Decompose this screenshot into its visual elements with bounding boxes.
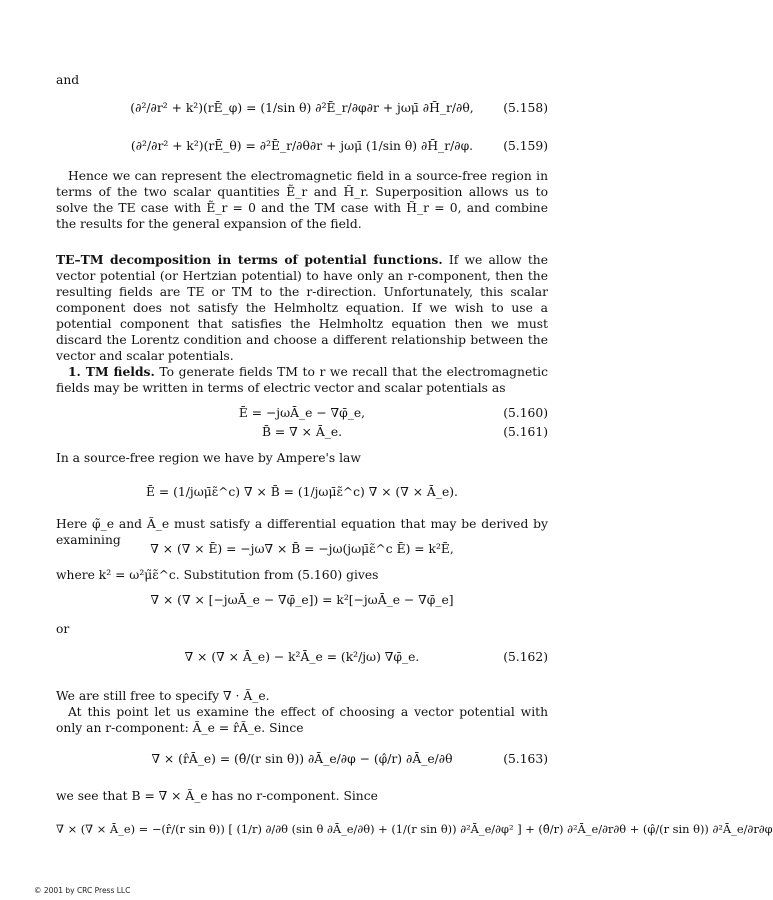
equation-curl-curl-e xyxy=(56,541,548,561)
equation-text: ∇ × (r̂Ā_e) = (θ̂/(r sin θ)) ∂Ā_e/∂φ − (φ̂/r) ∂Ā_e/∂θ xyxy=(151,752,453,766)
equation-text: (∂²/∂r² + k²)(rĒ_θ) = ∂²Ē_r/∂θ∂r + jωμ̄ (1/sin θ) ∂H̄_r/∂φ. xyxy=(130,139,474,153)
equation-text: ∇ × (∇ × [−jωĀ_e − ∇φ̄_e]) = k²[−jωĀ_e − ∇φ̄_e] xyxy=(150,593,454,607)
equation-substitution xyxy=(56,592,548,612)
equation-number: (5.160) xyxy=(503,406,548,420)
tm-heading: 1. TM fields. xyxy=(68,364,155,379)
equation-number: (5.162) xyxy=(503,650,548,664)
equation-number: (5.159) xyxy=(503,139,548,153)
free-text: We are still free to specify ∇ · Ã_e. xyxy=(56,689,270,703)
equation-text: (∂²/∂r² + k²)(rĒ_φ) = (1/sin θ) ∂²Ē_r/∂φ∂r + jωμ̄ ∂H̄_r/∂θ, xyxy=(130,101,474,115)
section-text: If we allow the vector potential (or Hertzian potential) to have only an r-component, then the resulting fields are TE or TM to the r-direction. Unfortunately, this scalar component does not satisfy the Helmholtz equation. If we wish to use a potential component that satisfies the Helmholtz equation then we must discard the Lorentz condition and choose a different relationship between the vector and scalar potentials. xyxy=(56,253,548,363)
equation-text: ∇ × (∇ × Ē) = −jω∇ × B̄ = −jω(jωμ̄ε̃^c Ē) = k²Ē, xyxy=(150,542,454,556)
tm-text: To generate fields TM to r we recall that the electromagnetic fields may be written in terms of electric vector and scalar potentials as xyxy=(56,365,548,395)
equation-text: ∇ × (∇ × Ā_e) − k²Ā_e = (k²/jω) ∇φ̄_e. xyxy=(184,650,420,664)
equation-5-163 xyxy=(56,751,548,771)
equation-5-161 xyxy=(56,424,548,444)
intro-word: and xyxy=(56,73,80,87)
equation-5-158 xyxy=(56,100,548,120)
equation-text: B̄ = ∇ × Ā_e. xyxy=(261,425,343,439)
where-text: where k² = ω²μ̃ε̃^c. Substitution from (5.160) gives xyxy=(56,568,379,582)
equation-text: ∇ × (∇ × Ā_e) = −(r̂/(r sin θ)) [ (1/r) ∂/∂θ (sin θ ∂Ā_e/∂θ) + (1/(r sin θ)) ∂²Ā_e/∂φ² ] + (θ̂/r) ∂²Ā_e/∂r∂θ + (φ̂/(r sin θ)) ∂²Ā_e/∂r∂φ xyxy=(56,822,773,836)
ampere-text: In a source-free region we have by Ampere's law xyxy=(56,451,361,465)
tm-paragraph xyxy=(56,364,548,396)
equation-text: Ē = −jωĀ_e − ∇φ̄_e, xyxy=(238,406,366,420)
equation-number: (5.161) xyxy=(503,425,548,439)
section-heading: TE–TM decomposition in terms of potential functions. xyxy=(56,252,443,267)
equation-number: (5.158) xyxy=(503,101,548,115)
equation-ampere xyxy=(56,484,548,504)
or-text: or xyxy=(56,622,70,636)
point-text: At this point let us examine the effect of choosing a vector potential with only an r-component: Ã_e = r̂Ã_e. Since xyxy=(56,705,548,735)
copyright-footer: © 2001 by CRC Press LLC xyxy=(34,886,131,895)
section-paragraph xyxy=(56,252,548,364)
equation-5-162 xyxy=(56,649,548,669)
equation-5-160 xyxy=(56,405,548,425)
see-text: we see that B = ∇ × Ã_e has no r-component. Since xyxy=(56,789,378,803)
equation-number: (5.163) xyxy=(503,752,548,766)
equation-curl-curl-a xyxy=(56,821,773,841)
equation-5-159 xyxy=(56,138,548,158)
hence-paragraph: Hence we can represent the electromagnetic field in a source-free region in terms of the two scalar quantities Ẽ_r and H̃_r. Superposition allows us to solve the TE case with Ẽ_r = 0 and the TM case with H̃_r = 0, and combine the results for the general expansion of the field. xyxy=(56,169,548,231)
here-text: Here φ̃_e and Ã_e must satisfy a differential equation that may be derived by examining xyxy=(56,517,548,547)
equation-text: Ē = (1/jωμ̄ε̃^c) ∇ × B̄ = (1/jωμ̄ε̃^c) ∇ × (∇ × Ā_e). xyxy=(146,485,458,499)
